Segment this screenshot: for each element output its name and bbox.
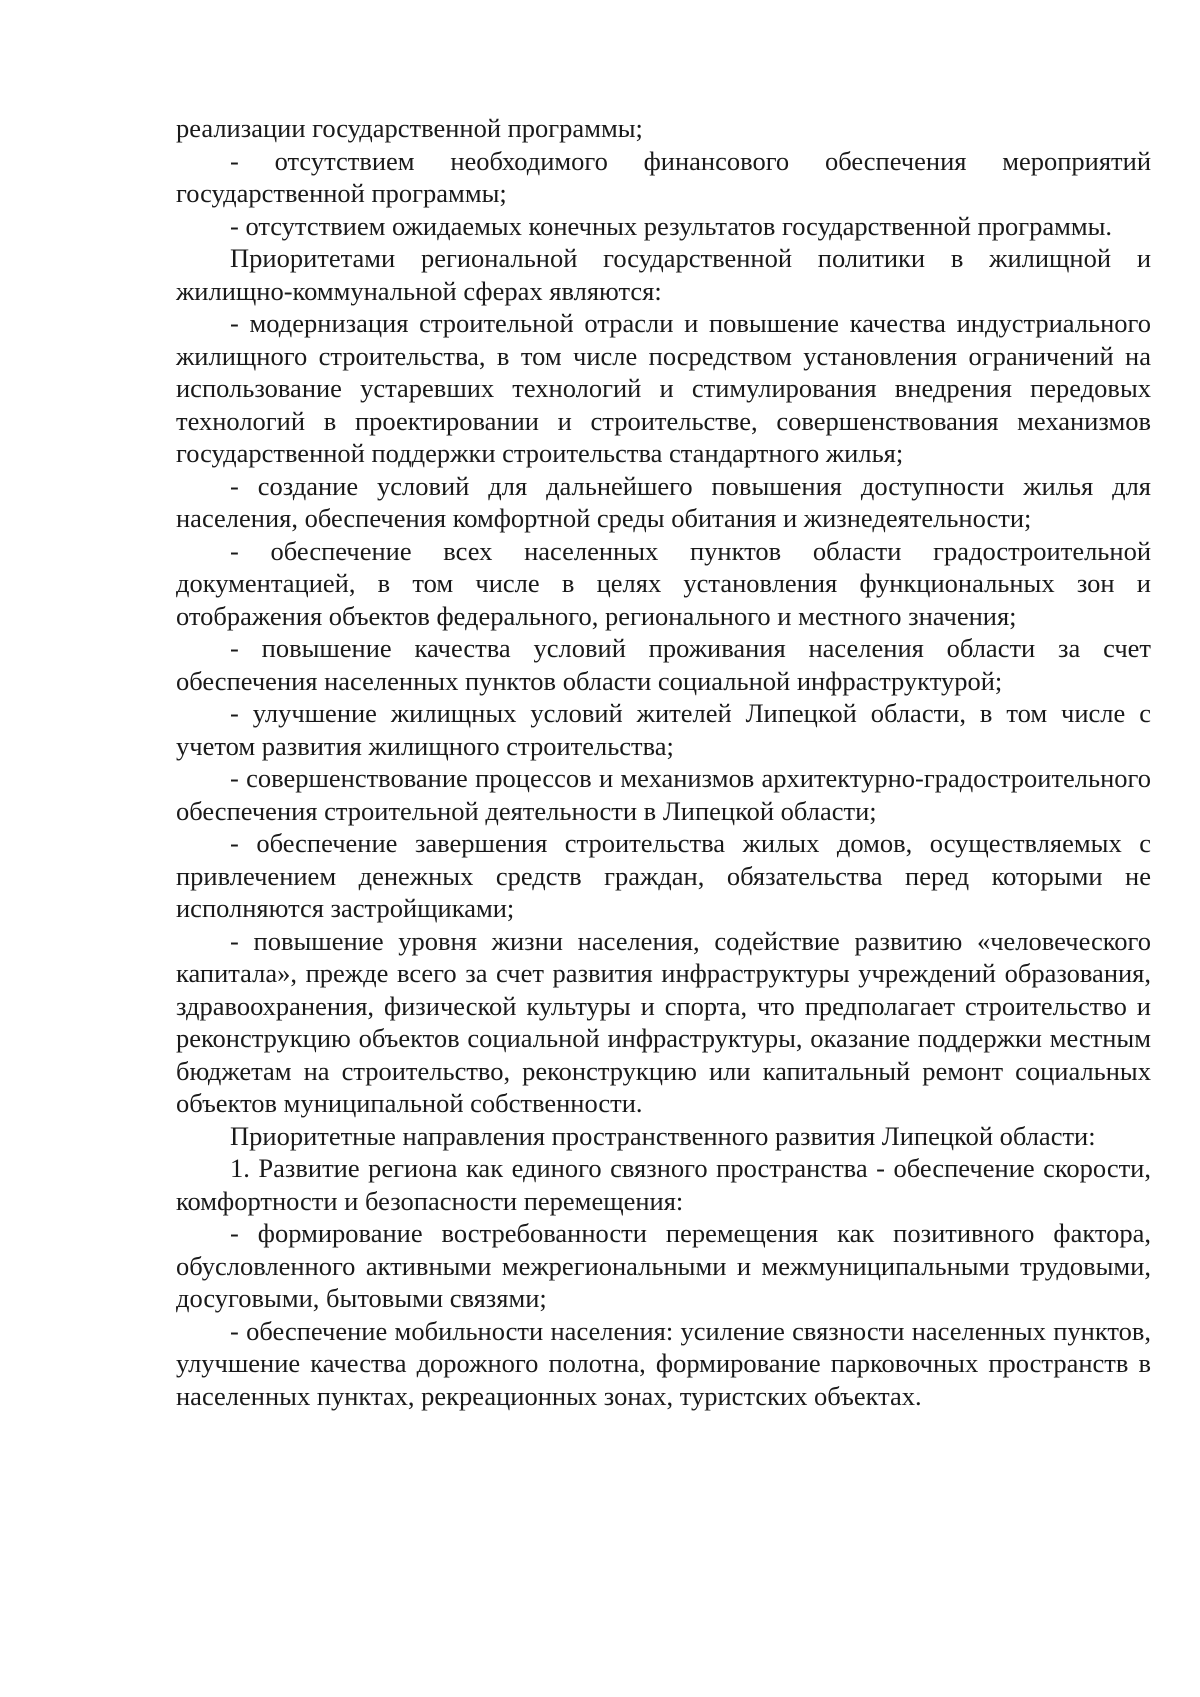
paragraph-spatial-directions: Приоритетные направления пространственного развития Липецкой области:	[230, 1120, 1096, 1151]
paragraph-housing-affordability: - создание условий для дальнейшего повышения доступности жилья для населения, обеспечения комфортной среды обитания и жизнедеятельности;	[176, 470, 1151, 533]
paragraph-no-results: - отсутствием ожидаемых конечных результатов государственной программы.	[230, 210, 1113, 241]
paragraph-population-mobility: - обеспечение мобильности населения: усиление связности населенных пунктов, улучшение качества дорожного полотна, формирование парковочных пространств в населенных пунктах, рекреационных зонах, туристских объектах.	[176, 1315, 1151, 1411]
paragraph-priorities-intro: Приоритетами региональной государственной политики в жилищной и жилищно-коммунальной сферах являются:	[176, 243, 1151, 306]
paragraph-living-conditions: - повышение качества условий проживания населения области за счет обеспечения населенных пунктов области социальной инфраструктурой;	[176, 633, 1151, 696]
paragraph-living-standards: - повышение уровня жизни населения, содействие развитию «человеческого капитала», прежде всего за счет развития инфраструктуры учреждений образования, здравоохранения, физической культуры и спорта, что предполагает строительство и реконструкцию объектов социальной инфраструктуры, оказание поддержки местным бюджетам на строительство, реконструкцию или капитальный ремонт социальных объектов муниципальной собственности.	[176, 925, 1151, 1118]
paragraph-mobility-demand: - формирование востребованности перемещения как позитивного фактора, обусловленного активными межрегиональными и межмуниципальными трудовыми, досуговыми, бытовыми связями;	[176, 1218, 1151, 1313]
paragraph-construction-completion: - обеспечение завершения строительства жилых домов, осуществляемых с привлечением денежных средств граждан, обязательства перед которыми не исполняются застройщиками;	[176, 828, 1151, 923]
paragraph-continuation: реализации государственной программы;	[176, 113, 643, 143]
document-body	[176, 112, 1151, 1412]
paragraph-architecture-processes: - совершенствование процессов и механизмов архитектурно-градостроительного обеспечения строительной деятельности в Липецкой области;	[176, 763, 1151, 826]
paragraph-urban-planning-docs: - обеспечение всех населенных пунктов области градостроительной документацией, в том числе в целях установления функциональных зон и отображения объектов федерального, регионального и местного значения;	[176, 535, 1151, 631]
paragraph-housing-improvement: - улучшение жилищных условий жителей Липецкой области, в том числе с учетом развития жилищного строительства;	[176, 698, 1151, 761]
paragraph-modernization: - модернизация строительной отрасли и повышение качества индустриального жилищного строительства, в том числе посредством установления ограничений на использование устаревших технологий и стимулирования внедрения передовых технологий в проектировании и строительстве, совершенствования механизмов государственной поддержки строительства стандартного жилья;	[176, 308, 1151, 468]
paragraph-unified-space: 1. Развитие региона как единого связного пространства - обеспечение скорости, комфортности и безопасности перемещения:	[176, 1153, 1151, 1216]
paragraph-no-funding: - отсутствием необходимого финансового обеспечения мероприятий государственной программы;	[176, 145, 1151, 208]
